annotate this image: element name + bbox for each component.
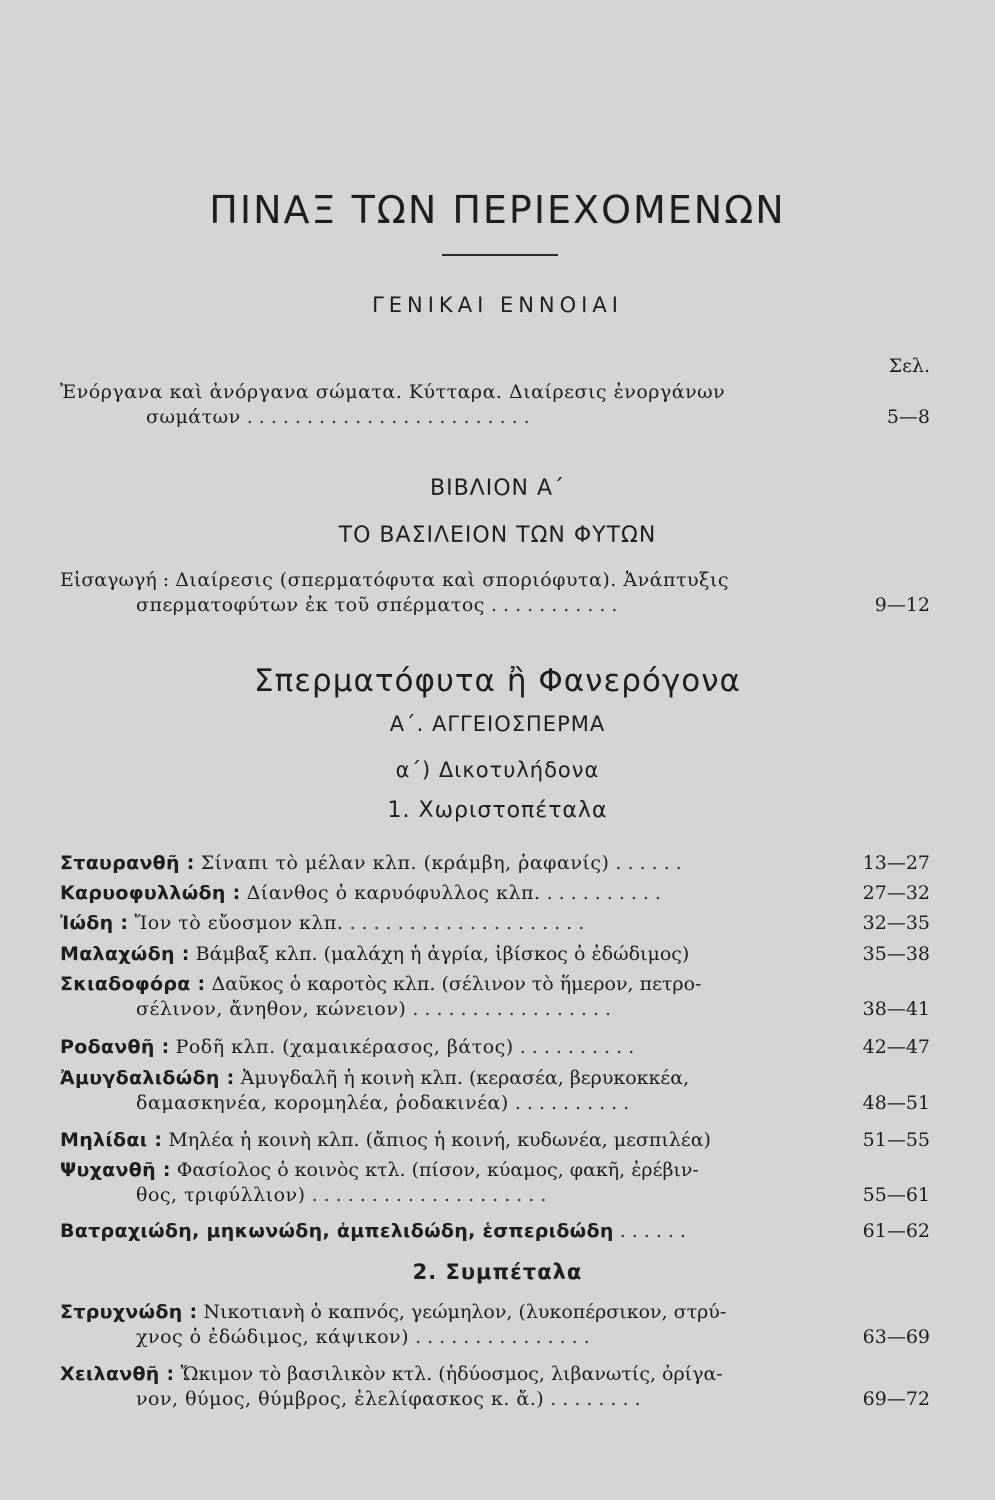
toc-entry (60, 911, 930, 936)
book-heading: ΒΙΒΛΙΟΝ Α΄ (429, 476, 566, 501)
page-range: 51—55 (862, 1129, 930, 1151)
angiosperm-heading: Α΄. ΑΓΓΕΙΟΣΠΕΡΜΑ (389, 712, 606, 736)
page-range: 27—32 (862, 882, 930, 904)
entry-text: Δίανθος ὁ καρυόφυλλος κλπ. (246, 882, 541, 904)
title-divider (442, 254, 558, 256)
page-range: 38—41 (862, 998, 930, 1020)
kingdom-heading: ΤΟ ΒΑΣΙΛΕΙΟΝ ΤΩΝ ΦΥΤΩΝ (338, 523, 657, 548)
toc-entry (60, 1300, 930, 1350)
entry-lead: Ροδανθῆ : (60, 1036, 170, 1058)
entry-lead: Μαλαχώδη : (60, 943, 190, 965)
page-range: 63—69 (862, 1326, 930, 1348)
page-title: ΠΙΝΑΞ ΤΩΝ ΠΕΡΙΕΧΟΜΕΝΩΝ (209, 188, 786, 232)
entry-text: Νικοτιανὴ ὁ καπνός, γεώμηλον, (λυκοπέρσικον, στρύ- (203, 1301, 727, 1323)
page-range: 69—72 (862, 1388, 930, 1410)
toc-entry (60, 881, 930, 906)
toc-entry (60, 972, 930, 1022)
leader-dots: .......... (514, 1092, 636, 1114)
toc-entry (60, 1035, 930, 1060)
leader-dots: ............... (415, 1326, 596, 1348)
entry-lead: Ἀμυγδαλιδώδη : (60, 1067, 235, 1089)
section-heading-general: ΓΕΝΙΚΑΙ ΕΝΝΟΙΑΙ (372, 293, 623, 317)
entry-text: Ὤκιμον τὸ βασιλικὸν κτλ. (ἡδύοσμος, λιβανωτίς, ὀρίγα- (180, 1363, 723, 1385)
entry-text: Δαῦκος ὁ καροτὸς κλπ. (σέλινον τὸ ἥμερον, πετρο- (211, 973, 702, 995)
leader-dots: .................... (311, 1184, 553, 1206)
entry-text: Ροδῆ κλπ. (χαμαικέρασος, βάτος) (175, 1036, 514, 1058)
toc-entry (60, 1219, 930, 1244)
entry-lead: Βατραχιώδη, μηκωνώδη, ἀμπελιδώδη, ἑσπεριδώδη (60, 1220, 614, 1242)
page-range: 9—12 (874, 594, 930, 616)
entry-text-continued: χνος ὁ ἐδώδιμος, κάψικον) (136, 1326, 410, 1348)
toc-entry (60, 568, 930, 618)
leader-dots: .................... (349, 912, 591, 934)
dicotyledon-heading: α΄) Δικοτυλήδονα (395, 758, 600, 782)
leader-dots: .......... (546, 882, 667, 904)
entry-text: Φασίολος ὁ κοινὸς κτλ. (πίσον, κύαμος, φακῆ, ἐρέβιν- (176, 1159, 699, 1181)
leader-dots: ................. (412, 998, 618, 1020)
leader-dots: ........................ (246, 406, 536, 428)
page-range: 13—27 (862, 852, 930, 874)
leader-dots: ........ (550, 1388, 647, 1410)
entry-text: Ἐνόργανα καὶ ἀνόργανα σώματα. Κύτταρα. Διαίρεσις ἐνοργάνων (60, 381, 726, 403)
sympetalae-heading: 2. Συμπέταλα (412, 1260, 583, 1284)
toc-entry (60, 1158, 930, 1208)
entry-lead: Σταυρανθῆ : (60, 852, 195, 874)
leader-dots: ........... (491, 594, 624, 616)
toc-entry (60, 851, 930, 876)
entry-text: Σίναπι τὸ μέλαν κλπ. (κράμβη, ῥαφανίς) (200, 852, 610, 874)
entry-text: Διαίρεσις (σπερματόφυτα καὶ σποριόφυτα). Ἀνάπτυξις (175, 569, 730, 591)
entry-text-continued: δαμασκηνέα, κορομηλέα, ῥοδακινέα) (136, 1092, 509, 1114)
page-range: 5—8 (886, 406, 930, 428)
entry-lead: Καρυοφυλλώδη : (60, 882, 241, 904)
page-range: 55—61 (862, 1184, 930, 1206)
page-range: 61—62 (862, 1220, 930, 1242)
toc-entry (60, 380, 930, 430)
entry-lead: Ἰώδη : (60, 912, 129, 934)
entry-text-continued: θος, τριφύλλιον) (136, 1184, 306, 1206)
entry-lead: Ψυχανθῆ : (60, 1159, 171, 1181)
entry-text: Βάμβαξ κλπ. (μαλάχη ἡ ἀγρία, ἰβίσκος ὁ ἐδώδιμος) (195, 943, 690, 965)
toc-entry (60, 942, 930, 967)
entry-text-continued: νον, θύμος, θύμβρος, ἐλελίφασκος κ. ἄ.) (136, 1388, 545, 1410)
entry-lead: Μηλίδαι : (60, 1129, 163, 1151)
entry-text-continued: σέλινον, ἄνηθον, κώνειον) (136, 998, 407, 1020)
entry-text-continued: σπερματοφύτων ἐκ τοῦ σπέρματος (136, 594, 485, 616)
entry-lead: Στρυχνώδη : (60, 1301, 198, 1323)
page-column-label: Σελ. (888, 355, 930, 377)
phanerogam-heading: Σπερματόφυτα ἢ Φανερόγονα (254, 663, 741, 699)
toc-entry (60, 1066, 930, 1116)
entry-text: Ἴον τὸ εὔοσμον κλπ. (134, 912, 344, 934)
entry-lead: Εἰσαγωγή : (60, 569, 170, 591)
page-range: 32—35 (862, 912, 930, 934)
leader-dots: .......... (519, 1036, 641, 1058)
entry-lead: Χειλανθῆ : (60, 1363, 175, 1385)
entry-lead: Σκιαδοφόρα : (60, 973, 206, 995)
leader-dots: ...... (619, 1220, 692, 1242)
entry-text: Μηλέα ἡ κοινὴ κλπ. (ἄπιος ἡ κοινή, κυδωνέα, μεσπιλέα) (168, 1129, 711, 1151)
toc-entry (60, 1128, 930, 1153)
page-range: 48—51 (862, 1092, 930, 1114)
toc-entry (60, 1362, 930, 1412)
page-range: 42—47 (862, 1036, 930, 1058)
choripetalae-heading: 1. Χωριστοπέταλα (387, 798, 608, 823)
entry-text-continued: σωμάτων (146, 406, 241, 428)
entry-text: Ἀμυγδαλῆ ἡ κοινὴ κλπ. (κερασέα, βερυκοκκέα, (240, 1067, 690, 1089)
page-range: 35—38 (862, 943, 930, 965)
leader-dots: ...... (615, 852, 688, 874)
